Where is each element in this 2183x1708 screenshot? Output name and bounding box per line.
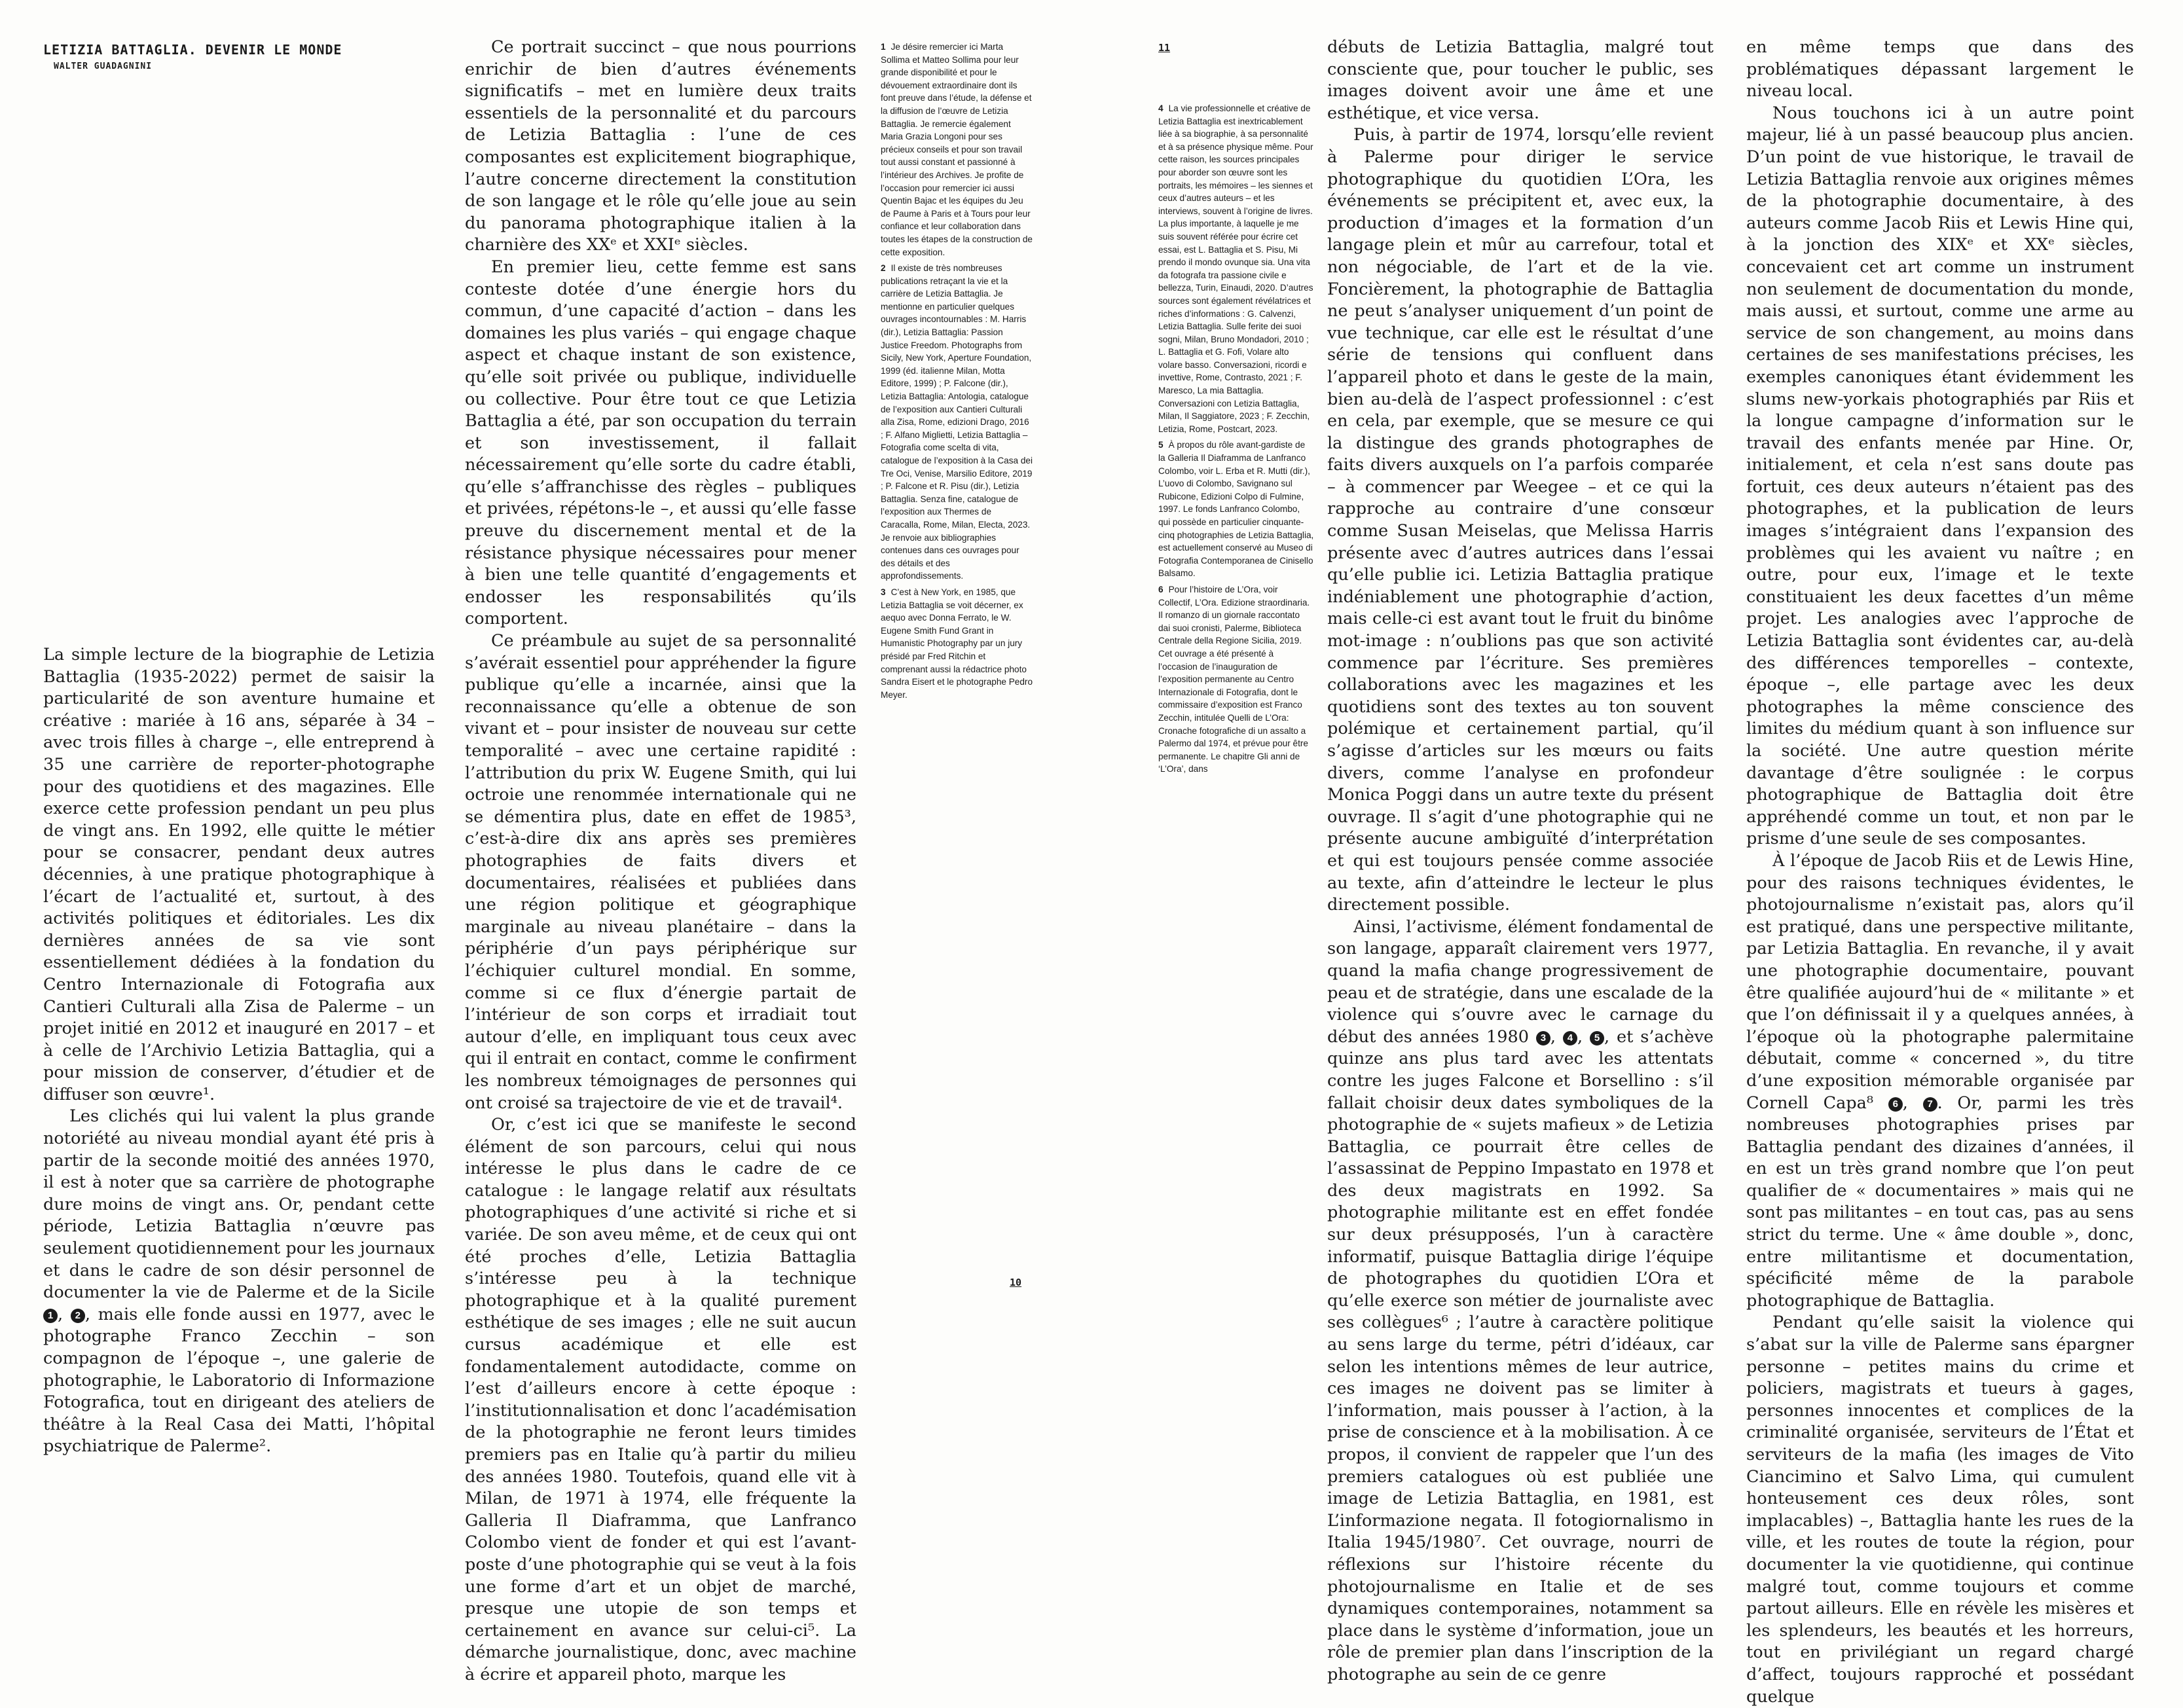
paragraph: En premier lieu, cette femme est sans conteste dotée d’une énergie hors du commun, d’une capacité d’action – dans les domaines les plus variés – qui engage chaque aspect et chaque instant de son existence, qu’elle soit privée ou publique, individuelle ou collective. Pour être tout ce que Letizia Battaglia a été, par son occupation du terrain et son investissement, il fallait nécessairement qu’elle sorte du cadre établi, qu’elle s’affranchisse des règles – publiques et privées, répétons-le –, et aussi qu’elle fasse preuve du discernement mental et de la résistance physique nécessaires pour mener à bien une telle quantité d’engagements et endosser les responsabilités qu’ils comportent. <box>465 257 856 629</box>
left-page <box>0 0 1092 1684</box>
paragraph: Puis, à partir de 1974, lorsqu’elle revient à Palerme pour diriger le service photographique du quotidien L’Ora, les événements se précipitent et, avec eux, la production d’images et la formation d’un langage plein et mûr au carrefour, total et non négociable, de l’art et de la vie. Foncièrement, la photographie de Battaglia ne peut s’analyser uniquement d’un point de vue technique, car elle est le résultat d’une série de tensions qui confluent dans l’appareil photo et dans le geste de la main, bien au-delà de l’aspect professionnel : c’est en cela, par exemple, que se mesure ce qui la distingue des grands photographes de faits divers auxquels on l’a parfois comparée – à commencer par Weegee – et ce qui la rapproche au contraire d’une consœur comme Susan Meiselas, que Melissa Harris présente avec d’autres autrices dans l’essai qu’elle publie ici. Letizia Battaglia pratique indéniablement une photographie d’action, mais celle-ci est avant tout le fruit du binôme mot-image : n’oublions pas que son activité commence par l’écriture. Ses premières collaborations avec les magazines et les quotidiens sont des textes au ton souvent polémique et certainement partial, qu’il s’agisse d’articles sur les mœurs ou faits divers, comme l’analyse en profondeur Monica Poggi dans un autre texte du présent ouvrage. Il s’agit d’une photographie qui ne présente aucune ambiguïté d’interprétation et qui est toujours pensée comme associée au texte, afin d’atteindre le lecteur le plus directement possible. <box>1327 125 1714 915</box>
footnote: 4 La vie professionnelle et créative de Letizia Battaglia est inextricablement liée à sa biographie, à sa personnalité et à sa présence physique même. Pour cette raison, les sources principales pour aborder son œuvre sont les portraits, les mémoires – les siennes et ceux d’autres auteurs – et les interviews, souvent à l’origine de livres. La plus importante, à laquelle je me suis souvent référée pour écrire cet essai, est L. Battaglia et S. Pisu, Mi prendo il mondo ovunque sia. Una vita da fotografa tra passione civile e bellezza, Turin, Einaudi, 2020. D’autres sources sont également révélatrices et riches d’informations : G. Calvenzi, Letizia Battaglia. Sulle ferite dei suoi sogni, Milan, Bruno Mondadori, 2010 ; L. Battaglia et G. Fofi, Volare alto volare basso. Conversazioni, ricordi e invettive, Rome, Contrasto, 2021 ; F. Maresco, La mia Battaglia. Conversazioni con Letizia Battaglia, Milan, Il Saggiatore, 2023 ; F. Zecchin, Letizia, Rome, Postcart, 2023. <box>1158 103 1313 434</box>
paragraph: débuts de Letizia Battaglia, malgré tout consciente que, pour toucher le public, ses images doivent avoir une âme et une esthétique, et vice versa. <box>1327 37 1714 123</box>
column-6 <box>1746 37 2134 1708</box>
article-author: WALTER GUADAGNINI <box>54 62 153 71</box>
right-page <box>1092 0 2183 1707</box>
paragraph: Les clichés qui lui valent la plus grande notoriété au niveau mondial ayant été pris à partir de la seconde moitié des années 1970, il est à noter que sa carrière de photographe dure moins de vingt ans. Or, pendant cette période, Letizia Battaglia n’œuvre pas seulement quotidiennement pour les journaux et dans le cadre de son désir personnel de documenter la vie de Palerme et de la Sicile 1 , 2 , mais elle fonde aussi en 1977, avec le photographe Franco Zecchin – son compagnon de l’époque –, une galerie de photographie, le Laboratorio di Informazione Fotografica, tout en dirigeant des ateliers de théâtre à la Real Casa dei Matti, l’hôpital psychiatrique de Palerme². <box>43 1106 435 1457</box>
paragraph: Ainsi, l’activisme, élément fondamental de son langage, apparaît clairement vers 1977, quand la mafia change progressivement de peau et de stratégie, dans une escalade de la violence qui s’ouvre avec le carnage du début des années 1980 3 , 4 , 5 , et s’achève quinze ans plus tard avec les attentats contre les juges Falcone et Borsellino : s’il fallait choisir deux dates symboliques de la photographie de « sujets mafieux » de Letizia Battaglia, ce pourrait être celles de l’assassinat de Peppino Impastato en 1978 et des deux magistrats en 1992. Sa photographie militante est en effet fondée sur deux présupposés, l’un à caractère informatif, puisque Battaglia dirige l’équipe de photographes du quotidien L’Ora et qu’elle exerce son métier de journaliste avec ses collègues⁶ ; l’autre à caractère politique au sens large du terme, pétri d’idéaux, car selon les intentions mêmes de leur autrice, ces images ne doivent pas se limiter à l’information, mais pousser à l’action, à la prise de conscience et à la mobilisation. À ce propos, il convient de rappeler que l’un des premiers catalogues où est publiée une image de Letizia Battaglia, en 1981, est L’informazione negata. Il fotogiornalismo in Italia 1945/1980⁷. Cet ouvrage, nourri de réflexions sur l’histoire récente du photojournalisme en Italie et de ses dynamiques contemporaines, notamment sa place dans le système d’information, joue un rôle de premier plan dans l’inscription de la photographe au sein de ce genre <box>1327 917 1714 1684</box>
figure-reference-icon: 4 <box>1563 1031 1577 1045</box>
footnote: 3 C’est à New York, en 1985, que Letizia Battaglia se voit décerner, ex aequo avec Donna Ferrato, le W. Eugene Smith Fund Grant in Humanistic Photography par un jury présidé par Fred Ritchin et comprenant aussi la rédactrice photo Sandra Eisert et le photographe Pedro Meyer. <box>881 587 1033 700</box>
paragraph: Or, c’est ici que se manifeste le second élément de son parcours, celui qui nous intéresse le plus dans le cadre de ce catalogue : le langage relatif aux résultats photographiques d’une activité si riche et si variée. De son aveu même, et de ceux qui ont été proches d’elle, Letizia Battaglia s’intéresse peu à la technique photographique et à la qualité purement esthétique de ses images ; elle ne suit aucun cursus académique et elle est fondamentalement autodidacte, comme on l’est d’ailleurs encore à cette époque : l’institutionnalisation et donc l’académisation de la photographie ne feront leurs timides premiers pas en Italie qu’à partir du milieu des années 1980. Toutefois, quand elle vit à Milan, de 1971 à 1974, elle fréquente la Galleria Il Diaframma, que Lanfranco Colombo vient de fonder et qui est l’avant-poste d’une photographie qui se veut à la fois une forme d’art et un objet de marché, presque une utopie de son temps et certainement en avance sur celui-ci⁵. La démarche journalistique, donc, avec machine à écrire et appareil photo, marque les <box>465 1115 856 1684</box>
figure-reference-icon: 6 <box>1888 1097 1903 1112</box>
footnote: 5 À propos du rôle avant-gardiste de la Galleria Il Diaframma de Lanfranco Colombo, voir L. Erba et R. Mutti (dir.), L’uovo di Colombo, Savignano sul Rubicone, Edizioni Colpo di Fulmine, 1997. Le fonds Lanfranco Colombo, qui possède en particulier cinquante-cinq photographies de Letizia Battaglia, est actuellement conservé au Museo di Fotografia Contemporanea de Cinisello Balsamo. <box>1158 440 1314 579</box>
paragraph: en même temps que dans des problématiques dépassant largement le niveau local. <box>1746 37 2134 101</box>
article-title: LETIZIA BATTAGLIA. DEVENIR LE MONDE <box>43 42 342 58</box>
paragraph: Ce préambule au sujet de sa personnalité s’avérait essentiel pour appréhender la figure publique qu’elle a incarnée, ainsi que la reconnaissance qu’elle a obtenue de son vivant et – pour insister de nouveau sur cette temporalité – avec une certaine rapidité : l’attribution du prix W. Eugene Smith, qui lui octroie une renommée internationale qui ne se démentira plus, date en effet de 1985³, c’est-à-dire dix ans après ses premières photographies de faits divers et documentaires, réalisées et publiées dans une région politique et géographique marginale au niveau planétaire – dans la périphérie d’un pays périphérique sur l’échiquier culturel mondial. En somme, comme si ce flux d’énergie partait de l’intérieur de son corps et irradiait tout autour d’elle, en impliquant tous ceux avec qui il entrait en contact, comme le confirment les nombreux témoignages de personnes qui ont croisé sa trajectoire de vie et de travail⁴. <box>465 631 856 1113</box>
footnotes-right <box>1158 102 1314 779</box>
footnote: 1 Je désire remercier ici Marta Sollima et Matteo Sollima pour leur grande disponibilité et pour le dévouement extraordinaire dont ils font preuve dans l’étude, la défense et la diffusion de l’œuvre de Letizia Battaglia. Je remercie également Maria Grazia Longoni pour ses précieux conseils et pour son travail tout aussi constant et passionné à l’intérieur des Archives. Je profite de l’occasion pour remercier ici aussi Quentin Bajac et les équipes du Jeu de Paume à Paris et à Tours pour leur confiance et leur collaboration dans toutes les étapes de la construction de cette exposition. <box>881 42 1033 257</box>
footnotes-left <box>881 41 1033 704</box>
page-number-right: 11 <box>1158 42 1171 54</box>
figure-reference-icon: 7 <box>1923 1097 1937 1112</box>
footnote: 6 Pour l’histoire de L’Ora, voir Collectif, L’Ora. Edizione straordinaria. Il romanzo di un giornale raccontato dai suoi cronisti, Palerme, Biblioteca Centrale della Regione Sicilia, 2019. Cet ouvrage a été présenté à l’occasion de l’inauguration de l’exposition permanente au Centro Internazionale di Fotografia, dont le commissaire d’exposition est Franco Zecchin, intitulée Quelli de L’Ora: Cronache fotografiche di un assalto a Palermo dal 1974, et prévue pour être permanente. Le chapitre Gli anni de ‘L’Ora’, dans <box>1158 584 1310 774</box>
page-number-left: 10 <box>1010 1277 1022 1288</box>
figure-reference-icon: 5 <box>1590 1031 1604 1045</box>
paragraph: À l’époque de Jacob Riis et de Lewis Hine, pour des raisons techniques évidentes, le photojournalisme n’existait pas, alors qu’il est pratiqué, dans une perspective militante, par Letizia Battaglia. En revanche, il y avait une photographie documentaire, pouvant être qualifiée aujourd’hui de « militante » et que l’on définissait il y a quelques années, à l’époque où la photographe palermitaine débutait, comme « concerned », du titre d’une exposition mémorable organisée par Cornell Capa⁸ 6 , 7 . Or, parmi les très nombreuses photographies prises par Battaglia pendant des dizaines d’années, il en est un très grand nombre que l’on peut qualifier de « documentaires » mais qui ne sont pas militantes – en tout cas, pas au sens strict du terme. Une « âme double », donc, entre militantisme et documentation, spécificité même de la parabole photographique de Battaglia. <box>1746 850 2134 1311</box>
paragraph: Nous touchons ici à un autre point majeur, lié à un passé beaucoup plus ancien. D’un point de vue historique, le travail de Letizia Battaglia renvoie aux origines mêmes de la photographie documentaire, à des auteurs comme Jacob Riis et Lewis Hine qui, à la jonction des XIXᵉ et XXᵉ siècles, concevaient cet art comme un instrument non seulement de documentation du monde, mais aussi, et surtout, comme une arme au service de son changement, au moins dans certaines de ses manifestations précises, les exemples canoniques étant évidemment les slums new-yorkais photographiés par Riis et la longue campagne d’information sur le travail des enfants menée par Hine. Or, initialement, et cela n’est sans doute pas fortuit, ces deux auteurs n’étaient pas des photographes, et la publication de leurs images s’intégraient dans l’expansion des problèmes qui les avaient vu naître ; en outre, pour eux, l’image et le texte constituaient les deux facettes d’un même projet. Les analogies avec l’approche de Letizia Battaglia sont évidentes car, au-delà des différences temporelles – contexte, époque –, elle partage avec les deux photographes la même conscience des limites du médium quant à son influence sur la société. Une autre question mérite davantage d’être soulignée : le corpus photographique de Battaglia doit être appréhendé comme un tout, et non par le prisme d’une seule de ses composantes. <box>1746 103 2134 849</box>
figure-reference-icon: 3 <box>1536 1031 1550 1045</box>
figure-reference-icon: 1 <box>43 1309 58 1323</box>
paragraph: Pendant qu’elle saisit la violence qui s’abat sur la ville de Palerme sans épargner personne – petites mains du crime et policiers, magistrats et tueurs à gages, personnes innocentes et complices de la criminalité organisée, serviteurs de l’État et serviteurs de la mafia (les images de Vito Ciancimino et Salvo Lima, qui cumulent honteusement ces deux rôles, sont implacables) –, Battaglia hante les rues de la ville, et les routes de toute la région, pour documenter la vie quotidienne, qui continue malgré tout, comme toujours et comme partout ailleurs. Elle en révèle les misères et les splendeurs, les beautés et les horreurs, tout en privilégiant un regard chargé d’affect, toujours rapproché et possédant quelque <box>1746 1313 2134 1707</box>
paragraph: Ce portrait succinct – que nous pourrions enrichir de bien d’autres événements significatifs – met en lumière deux traits essentiels de la personnalité et du parcours de Letizia Battaglia : l’une de ces composantes est explicitement biographique, l’autre concerne directement la constitution de son langage et le rôle qu’elle joue au sein du panorama photographique italien à la charnière des XXᵉ et XXIᵉ siècles. <box>465 37 856 255</box>
figure-reference-icon: 2 <box>71 1309 85 1323</box>
paragraph: La simple lecture de la biographie de Letizia Battaglia (1935-2022) permet de saisir la particularité de son aventure humaine et créative : mariée à 16 ans, séparée à 34 – avec trois filles à charge –, elle entreprend à 35 une carrière de reporter-photographe pour des quotidiens et des magazines. Elle exerce cette profession pendant un peu plus de vingt ans. En 1992, elle quitte le métier pour se consacrer, pendant deux autres décennies, à une pratique photographique à l’écart de l’actualité et, surtout, à des activités politiques et éditoriales. Les dix dernières années de sa vie sont essentiellement dédiées à la fondation du Centro Internazionale di Fotografia aux Cantieri Culturali alla Zisa de Palerme – un projet initié en 2012 et inauguré en 2017 – et à celle de l’Archivio Letizia Battaglia, qui a pour mission de conserver, d’étudier et de diffuser son œuvre¹. <box>43 645 435 1104</box>
footnote: 2 Il existe de très nombreuses publications retraçant la vie et la carrière de Letizia Battaglia. Je mentionne en particulier quelques ouvrages incontournables : M. Harris (dir.), Letizia Battaglia: Passion Justice Freedom. Photographs from Sicily, New York, Aperture Foundation, 1999 (éd. italienne Milan, Motta Editore, 1999) ; P. Falcone (dir.), Letizia Battaglia: Antologia, catalogue de l’exposition aux Cantieri Culturali alla Zisa, Rome, edizioni Drago, 2016 ; F. Alfano Miglietti, Letizia Battaglia – Fotografia come scelta di vita, catalogue de l’exposition à la Casa dei Tre Oci, Venise, Marsilio Editore, 2019 ; P. Falcone et R. Pisu (dir.), Letizia Battaglia. Senza fine, catalogue de l’exposition aux Thermes de Caracalla, Rome, Milan, Electa, 2023. Je renvoie aux bibliographies contenues dans ces ouvrages pour des détails et des approfondissements. <box>881 263 1033 581</box>
column-5 <box>1327 37 1714 1686</box>
column-1 <box>43 644 435 1458</box>
column-2 <box>465 37 856 1686</box>
